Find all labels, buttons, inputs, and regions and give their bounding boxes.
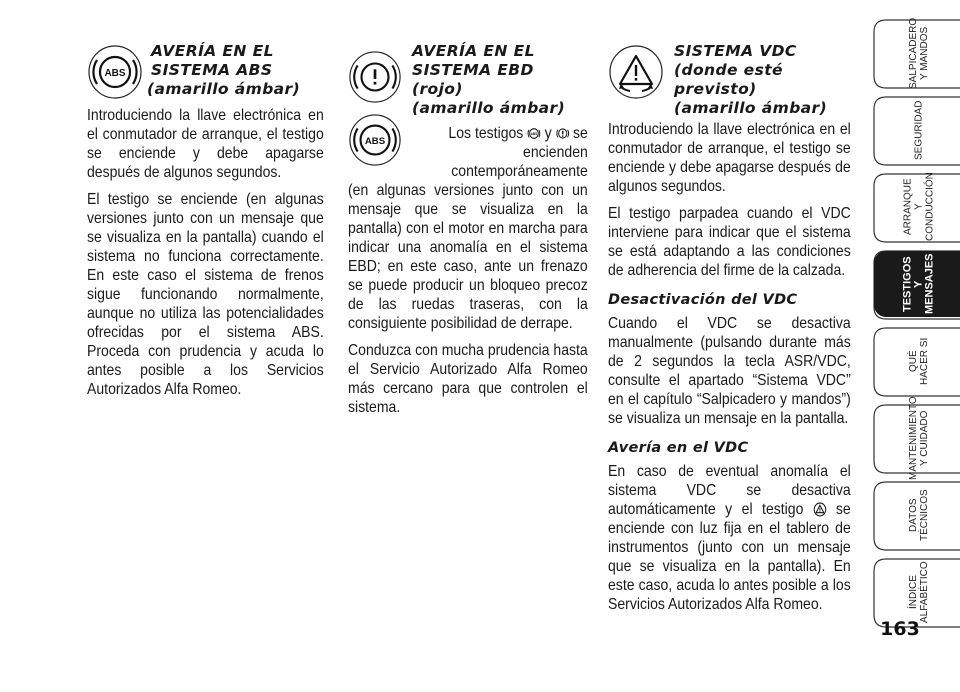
heading-line: AVERÍA EN EL [151,42,274,60]
heading-line: (amarillo ámbar) [412,99,566,117]
ebd-intro-mid: y [544,125,552,142]
chapter-tab[interactable] [870,172,960,242]
abs-heading [147,42,301,99]
vdc-fault-title: Avería en el VDC [608,440,749,456]
heading-line: (donde esté [674,61,783,79]
heading-line: AVERÍA EN EL [412,42,535,60]
ebd-icons [348,50,404,172]
vdc-deactivation-text: Cuando el VDC se desactiva manualmente (pulsando durante más de 2 segundos la tecla ASR/VDC, consulte el apartado “Sistema VDC” en el capítulo “Salpicadero y mandos”) se visualiza un mensaje en la pantalla. [608,315,851,427]
abs-heading-row [87,42,324,100]
svg-text:ABS: ABS [364,135,386,147]
vdc-warning-icon [608,44,664,100]
ebd-intro-before: Los testigos [448,125,524,142]
heading-line: (amarillo ámbar) [674,99,828,117]
vdc-deactivation-title: Desactivación del VDC [608,292,798,308]
ebd-intro [412,124,588,181]
svg-text:ABS: ABS [530,131,538,136]
abs-warning-icon [87,44,143,100]
chapter-tab-label: ARRANQUE Y CONDUCCIÓN [902,172,936,242]
chapter-tab[interactable] [870,480,960,550]
vdc-fault-text-before: En caso de eventual anomalía el sistema VDC se desactiva automáticamente y el testigo [608,463,851,518]
chapter-tab[interactable] [870,326,960,396]
brake-warning-icon [348,50,402,104]
section-ebd [348,42,588,425]
chapter-tab-label: MANTENIMIENTO Y CUIDADO [908,396,930,480]
chapter-tab-label: SEGURIDAD [913,100,925,160]
heading-line: (rojo) [412,80,463,98]
heading-line: (amarillo ámbar) [147,80,301,98]
chapter-tab-label: ÍNDICE ALFABÉTICO [908,561,930,623]
ebd-paragraph: (en algunas versiones junto con un mensaje que se visualiza en la pantalla) con el motor en marcha para indicar una anomalía en el sistema EBD; en este caso, ante un frenazo se puede producir un bloqueo precoz de las ruedas traseras, con la consiguiente posibilidad de derrape. [348,182,588,332]
section-abs [87,42,324,407]
ebd-heading-row [348,42,588,181]
heading-line: SISTEMA EBD [412,61,534,79]
section-vdc [608,42,851,622]
vdc-heading [674,42,827,118]
chapter-tab-label: TESTIGOS Y MENSAJES [901,253,936,315]
chapter-tab[interactable] [870,95,960,165]
chapter-tab-label: QUÉ HACER SI [908,337,930,385]
abs-small-icon [527,126,541,141]
brake-small-icon [556,126,570,141]
abs-paragraph: Introduciendo la llave electrónica en el conmutador de arranque, el testigo se enciende y debe apagarse después de algunos segundos. [87,107,324,181]
vdc-paragraph: El testigo parpadea cuando el VDC interviene para indicar que el sistema se está adaptando a las condiciones de adherencia del firme de la calzada. [608,205,851,279]
chapter-tabs [866,18,960,692]
chapter-tab[interactable] [870,249,960,319]
vdc-paragraph: Introduciendo la llave electrónica en el conmutador de arranque, el testigo se enciende y debe apagarse después de algunos segundos. [608,121,851,195]
ebd-paragraph: Conduzca con mucha prudencia hasta el Servicio Autorizado Alfa Romeo más cercano para que controlen el sistema. [348,342,588,416]
ebd-heading-block [412,42,588,181]
chapter-tab[interactable] [870,396,960,480]
chapter-tab[interactable] [870,18,960,88]
vdc-fault-text [608,462,851,614]
chapter-tab-label: SALPICADERO Y MANDOS [908,17,930,89]
vdc-heading-row [608,42,851,118]
abs-warning-icon [348,113,402,167]
chapter-tab[interactable] [870,557,960,627]
ebd-intro-after: se encienden contemporáneamente [451,125,588,180]
heading-line: SISTEMA ABS [151,61,273,79]
abs-paragraph: El testigo se enciende (en algunas versiones junto con un mensaje que se visualiza en la pantalla) cuando el sistema no funciona correctamente. En este caso el sistema de frenos sigue funcionando normalmente, aunque no utiliza las potencialidades ofrecidas por el sistema ABS. Proceda con prudencia y acuda lo antes posible a los Servicios Autorizados Alfa Romeo. [87,191,324,398]
chapter-tab-label: DATOS TÉCNICOS [908,489,930,541]
vdc-small-icon [813,502,827,517]
vdc-fault-text-after: se enciende con luz fija en el tablero de instrumentos (junto con un mensaje que se visualiza en la pantalla). En este caso, acuda lo antes posible a los Servicios Autorizados Alfa Romeo. [608,501,851,613]
svg-text:ABS: ABS [104,68,126,79]
page-number: 163 [880,618,920,640]
heading-line: SISTEMA VDC [674,42,797,60]
heading-line: previsto) [674,80,757,98]
